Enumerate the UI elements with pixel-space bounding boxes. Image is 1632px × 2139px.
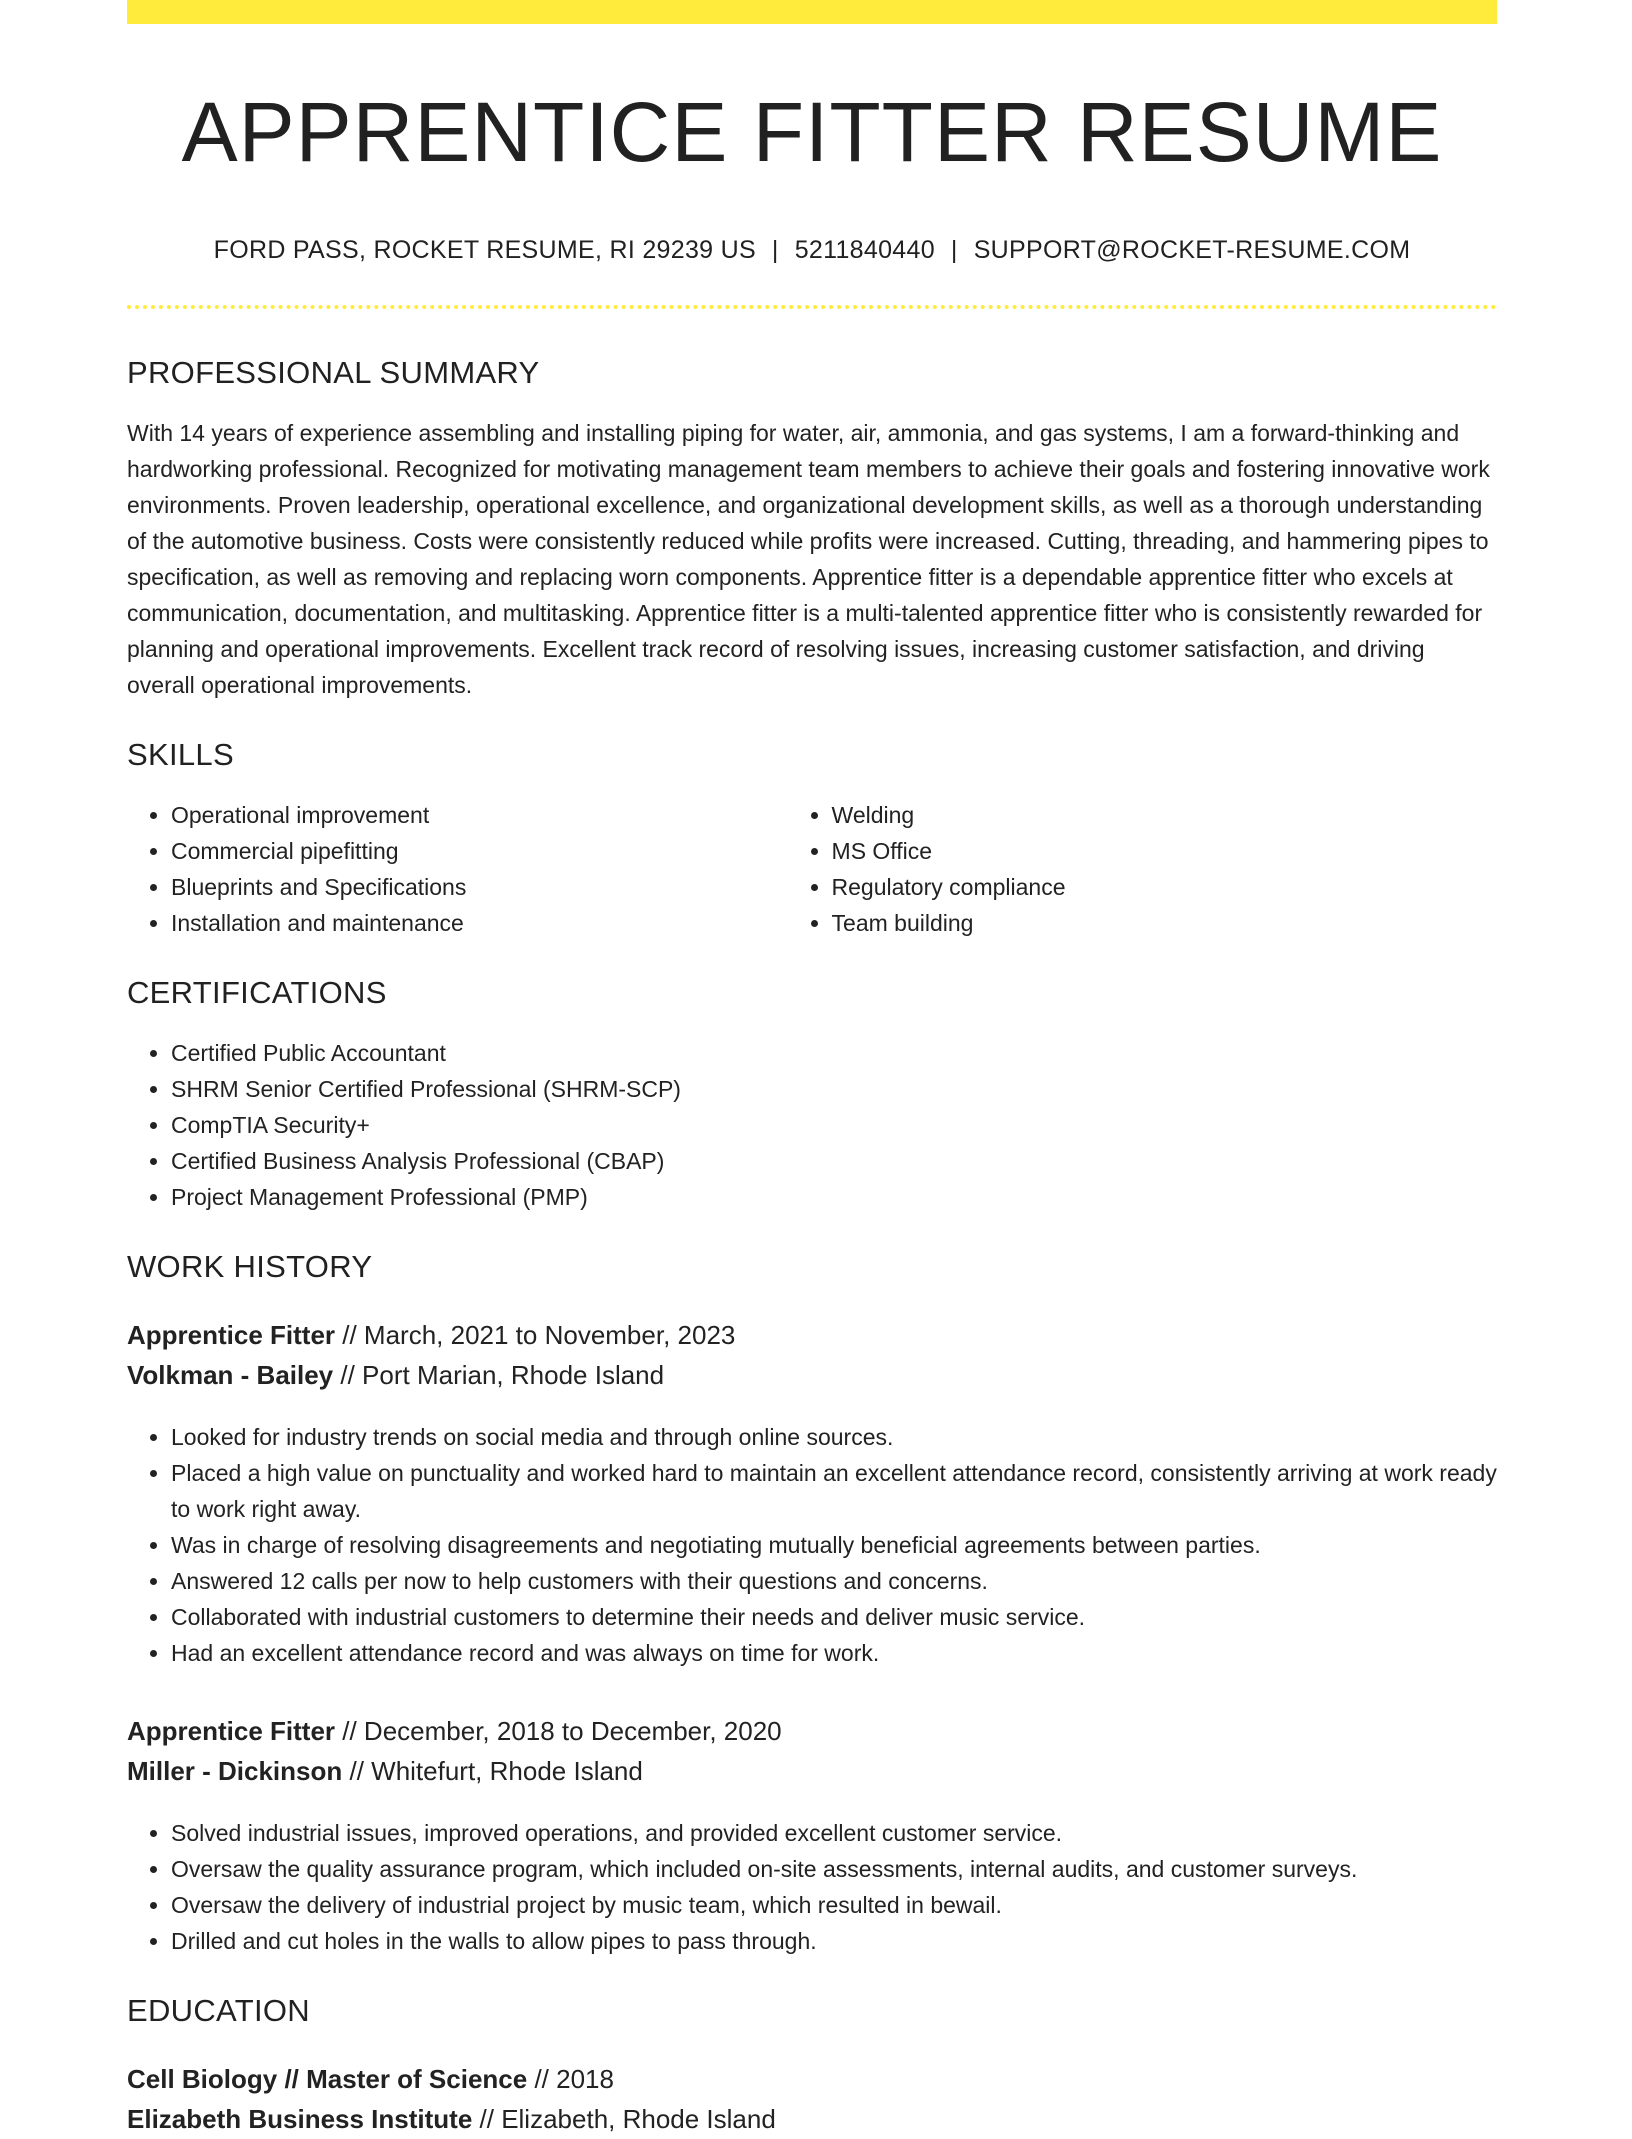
job-dates: // March, 2021 to November, 2023 <box>335 1320 736 1351</box>
skills-list-right <box>788 797 1497 941</box>
education-heading: EDUCATION <box>127 1993 310 2029</box>
contact-email: SUPPORT@ROCKET-RESUME.COM <box>973 236 1411 265</box>
job-location: // Port Marian, Rhode Island <box>333 1360 665 1391</box>
certifications-heading: CERTIFICATIONS <box>127 975 387 1011</box>
job-bullet: • Looked for industry trends on social media and through online sources. <box>171 1419 1497 1455</box>
skill-item: • Team building <box>832 905 1497 941</box>
job-company-line <box>127 1355 1497 1395</box>
job-role: Apprentice Fitter <box>127 1320 336 1351</box>
education-degree: Cell Biology // Master of Science <box>127 2064 528 2095</box>
skill-item: • Operational improvement <box>171 797 788 833</box>
contact-phone: 5211840440 <box>794 236 935 265</box>
certifications-list <box>127 1035 1497 1215</box>
education-degree-line <box>127 2059 1497 2099</box>
job-company: Volkman - Bailey <box>127 1360 334 1391</box>
work-history-section <box>127 1249 1497 1959</box>
resume-title: APPRENTICE FITTER RESUME <box>181 85 1443 179</box>
certification-item: • SHRM Senior Certified Professional (SHRM-SCP) <box>171 1071 1497 1107</box>
contact-address: FORD PASS, ROCKET RESUME, RI 29239 US <box>213 236 756 265</box>
certification-item: • Project Management Professional (PMP) <box>171 1179 1497 1215</box>
top-accent-bar <box>127 0 1497 24</box>
job-role-line <box>127 1711 1497 1751</box>
job-bullet: • Had an excellent attendance record and was always on time for work. <box>171 1635 1497 1671</box>
education-year: // 2018 <box>527 2064 614 2095</box>
summary-text: With 14 years of experience assembling and installing piping for water, air, ammonia, and gas systems, I am a forward-thinking and hardworking professional. Recognized for motivating management team members to achieve their goals and fostering innovative work environments. Proven leadership, operational excellence, and organizational development skills, as well as a thorough understanding of the automotive business. Costs were consistently reduced while profits were increased. Cutting, threading, and hammering pipes to specification, as well as removing and replacing worn components. Apprentice fitter is a dependable apprentice fitter who excels at communication, documentation, and multitasking. Apprentice fitter is a multi-talented apprentice fitter who is consistently rewarded for planning and operational improvements. Excellent track record of resolving issues, increasing customer satisfaction, and driving overall operational improvements. <box>127 420 1490 699</box>
job-bullet: • Solved industrial issues, improved operations, and provided excellent customer service. <box>171 1815 1497 1851</box>
skills-list-left <box>127 797 788 941</box>
job-company: Miller - Dickinson <box>127 1756 343 1787</box>
job-bullet: • Oversaw the quality assurance program, which included on-site assessments, internal audits, and customer surveys. <box>171 1851 1497 1887</box>
summary-heading: PROFESSIONAL SUMMARY <box>127 355 540 391</box>
education-school-line <box>127 2099 1497 2139</box>
skill-item: • Welding <box>832 797 1497 833</box>
job-bullet: • Collaborated with industrial customers to determine their needs and deliver music service. <box>171 1599 1497 1635</box>
certification-item: • Certified Public Accountant <box>171 1035 1497 1071</box>
job-bullets <box>127 1815 1497 1959</box>
certifications-section <box>127 975 1497 1215</box>
contact-line <box>127 236 1497 265</box>
skill-item: • Blueprints and Specifications <box>171 869 788 905</box>
resume-page <box>127 0 1497 2139</box>
skill-item: • Commercial pipefitting <box>171 833 788 869</box>
skill-item: • Regulatory compliance <box>832 869 1497 905</box>
job-dates: // December, 2018 to December, 2020 <box>335 1716 782 1747</box>
job-header <box>127 1315 1497 1395</box>
job-bullet: • Drilled and cut holes in the walls to allow pipes to pass through. <box>171 1923 1497 1959</box>
header-divider <box>127 305 1497 309</box>
skill-item: • Installation and maintenance <box>171 905 788 941</box>
education-location: // Elizabeth, Rhode Island <box>472 2104 776 2135</box>
skills-heading: SKILLS <box>127 737 234 773</box>
skills-grid <box>127 797 1497 941</box>
education-school: Elizabeth Business Institute <box>127 2104 473 2135</box>
job-bullets <box>127 1419 1497 1671</box>
skill-item: • MS Office <box>832 833 1497 869</box>
job-bullet: • Oversaw the delivery of industrial project by music team, which resulted in bewail. <box>171 1887 1497 1923</box>
certification-item: • Certified Business Analysis Professional (CBAP) <box>171 1143 1497 1179</box>
contact-separator: | <box>771 236 779 265</box>
job-bullet: • Placed a high value on punctuality and worked hard to maintain an excellent attendance record, consistently arriving at work ready to work right away. <box>171 1455 1497 1527</box>
job-header <box>127 1711 1497 1791</box>
job-role-line <box>127 1315 1497 1355</box>
certification-item: • CompTIA Security+ <box>171 1107 1497 1143</box>
job-company-line <box>127 1751 1497 1791</box>
education-section <box>127 1993 1497 2139</box>
work-history-heading: WORK HISTORY <box>127 1249 373 1285</box>
skills-section <box>127 737 1497 941</box>
job-bullet: • Answered 12 calls per now to help customers with their questions and concerns. <box>171 1563 1497 1599</box>
job-role: Apprentice Fitter <box>127 1716 336 1747</box>
education-entry <box>127 2059 1497 2139</box>
job-location: // Whitefurt, Rhode Island <box>342 1756 643 1787</box>
contact-separator: | <box>950 236 958 265</box>
job-bullet: • Was in charge of resolving disagreements and negotiating mutually beneficial agreements between parties. <box>171 1527 1497 1563</box>
